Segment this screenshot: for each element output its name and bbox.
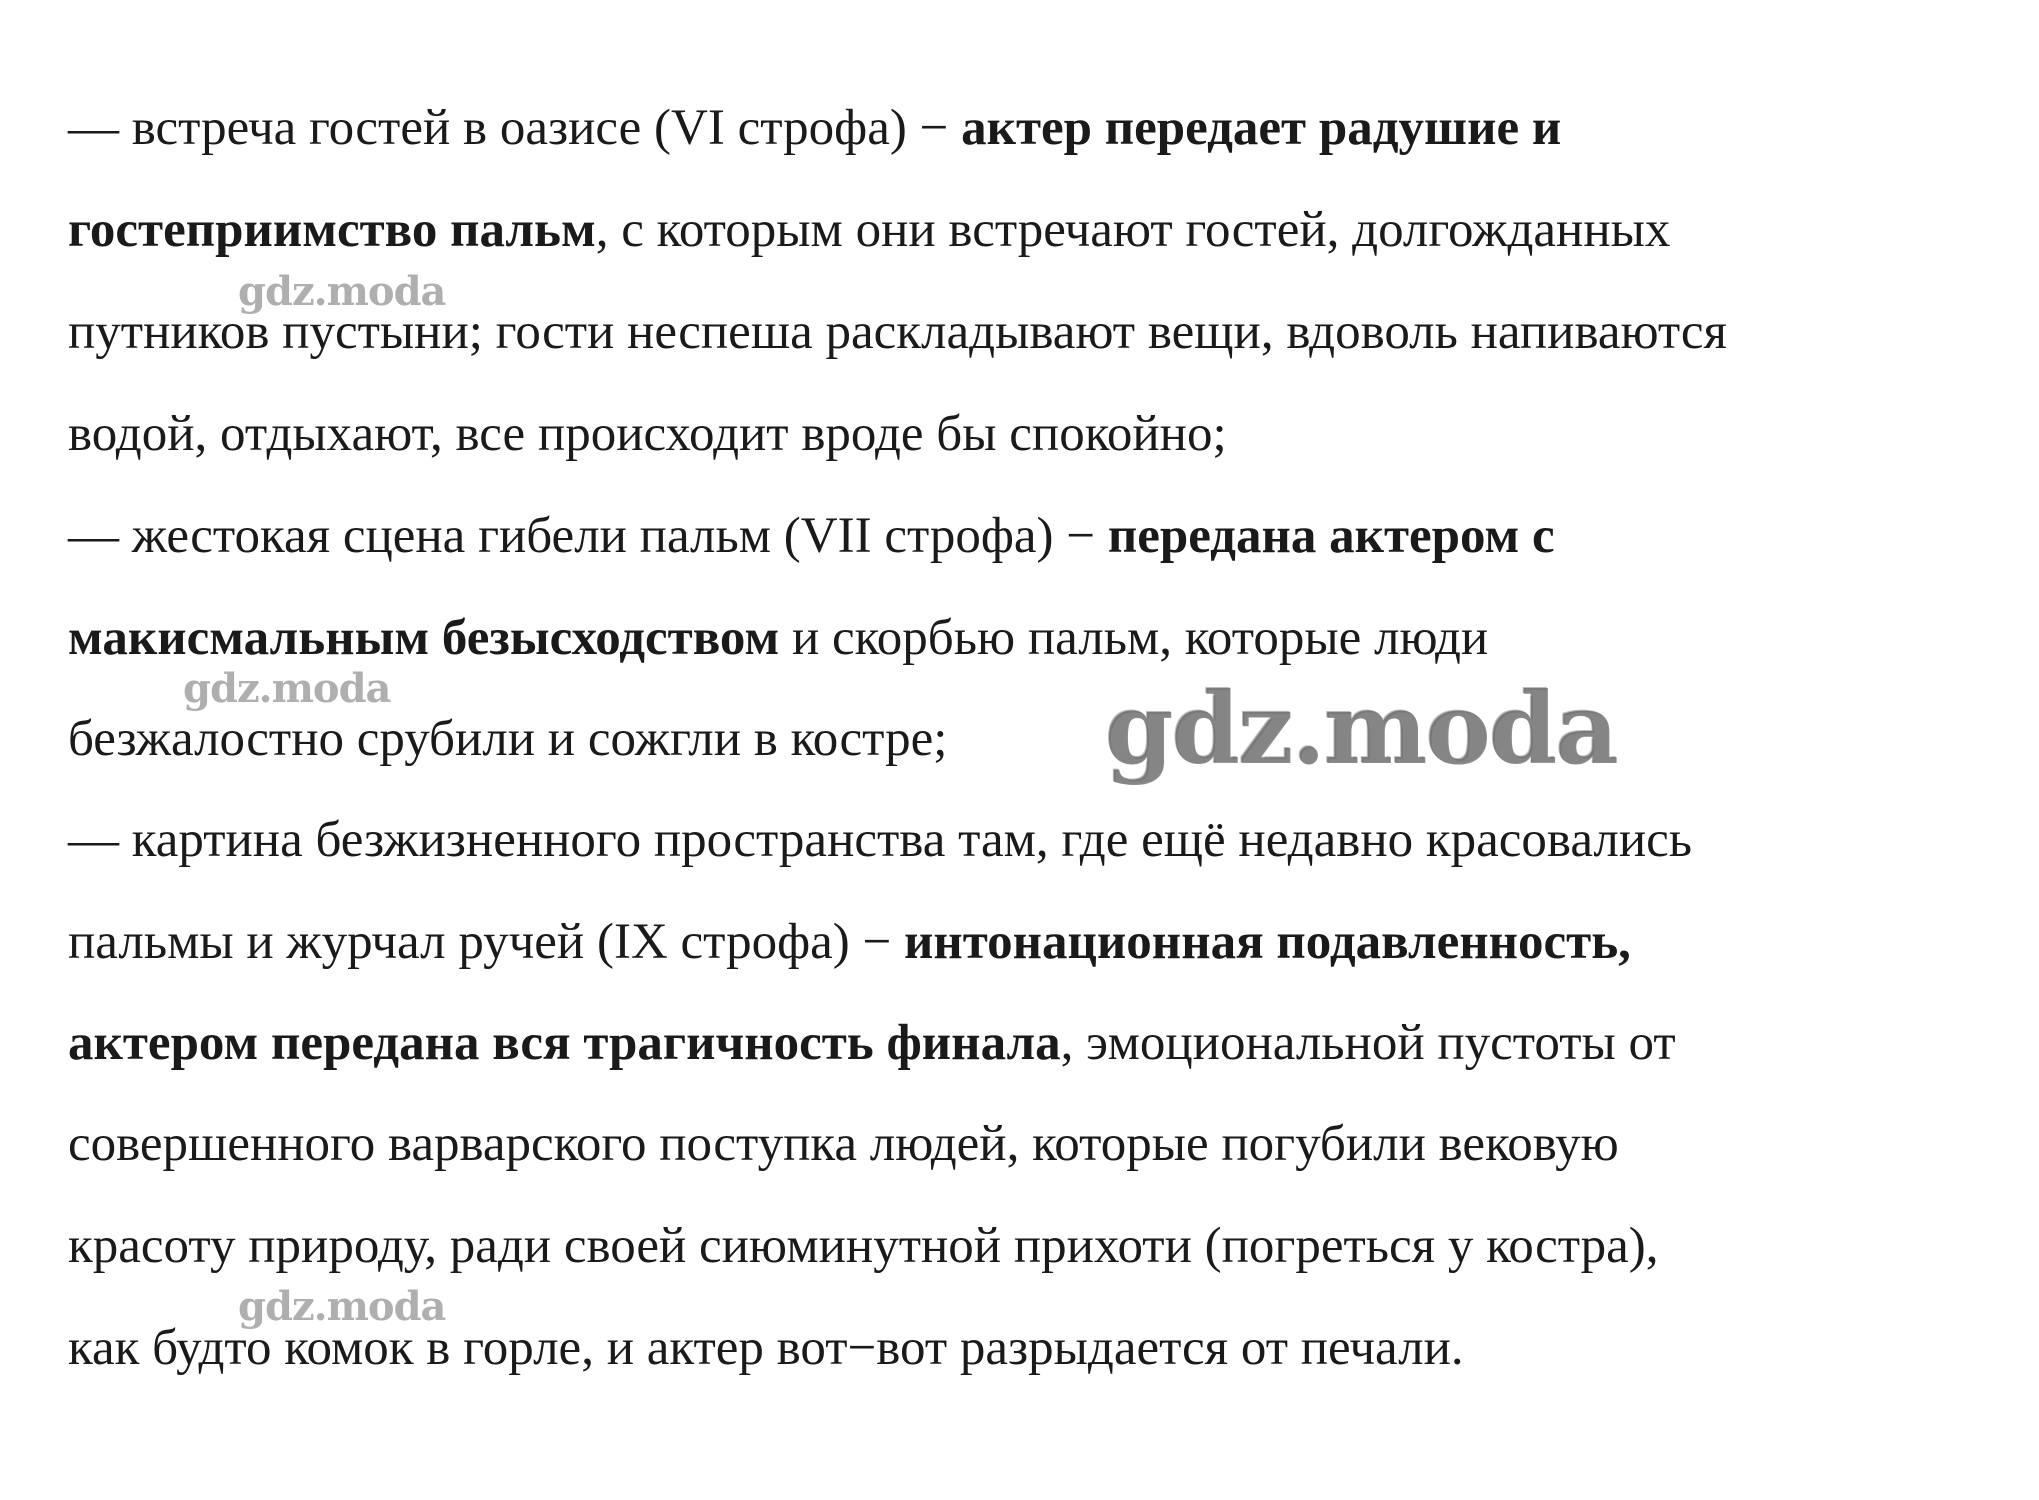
line-5-part-1: — жестокая сцена гибели пальм (VII строфа) − bbox=[68, 508, 1108, 564]
text-line-3 bbox=[68, 302, 1727, 362]
text-line-6 bbox=[68, 608, 1488, 668]
line-1-part-2: актер передает радушие и bbox=[961, 100, 1562, 156]
line-6-part-2: и скорбью пальм, которые люди bbox=[779, 610, 1489, 666]
watermark-small-3: gdz.moda bbox=[238, 1283, 446, 1330]
text-line-8 bbox=[68, 810, 1692, 870]
line-1-part-1: — встреча гостей в оазисе (VI строфа) − bbox=[68, 100, 962, 156]
line-2-part-2: , с которым они встречают гостей, долгожданных bbox=[595, 202, 1671, 258]
watermark-small-1: gdz.moda bbox=[238, 268, 446, 315]
line-3-part-1: путников пустыни; гости неспеша раскладывают вещи, вдоволь напиваются bbox=[68, 304, 1727, 360]
line-9-part-2: интонационная подавленность, bbox=[904, 914, 1631, 970]
text-line-4 bbox=[68, 404, 1227, 464]
watermark-small-2: gdz.moda bbox=[183, 665, 391, 712]
line-10-part-2: , эмоциональной пустоты от bbox=[1060, 1015, 1676, 1071]
line-8-part-1: — картина безжизненного пространства там, где ещё недавно красовались bbox=[68, 812, 1693, 868]
line-13-part-1: как будто комок в горле, и актер вот−вот разрыдается от печали. bbox=[68, 1320, 1464, 1376]
text-line-1 bbox=[68, 98, 1561, 158]
line-7-part-1: безжалостно срубили и сожгли в костре; bbox=[68, 711, 948, 767]
line-6-part-1: макисмальным безысходством bbox=[68, 610, 780, 666]
line-4-part-1: водой, отдыхают, все происходит вроде бы спокойно; bbox=[68, 406, 1227, 462]
text-line-2 bbox=[68, 200, 1670, 260]
text-line-10 bbox=[68, 1013, 1676, 1073]
text-line-13 bbox=[68, 1318, 1464, 1378]
line-11-part-1: совершенного варварского поступка людей, которые погубили вековую bbox=[68, 1116, 1619, 1172]
line-12-part-1: красоту природу, ради своей сиюминутной прихоти (погреться у костра), bbox=[68, 1218, 1659, 1274]
watermark-large: gdz.moda bbox=[1105, 672, 1617, 787]
line-5-part-2: передана актером с bbox=[1107, 508, 1555, 564]
line-10-part-1: актером передана вся трагичность финала bbox=[68, 1015, 1061, 1071]
line-2-part-1: гостеприимство пальм bbox=[68, 202, 596, 258]
text-line-5 bbox=[68, 506, 1555, 566]
text-line-12 bbox=[68, 1216, 1659, 1276]
text-line-11 bbox=[68, 1114, 1619, 1174]
text-line-9 bbox=[68, 912, 1631, 972]
line-9-part-1: пальмы и журчал ручей (IX строфа) − bbox=[68, 914, 904, 970]
text-line-7 bbox=[68, 709, 947, 769]
